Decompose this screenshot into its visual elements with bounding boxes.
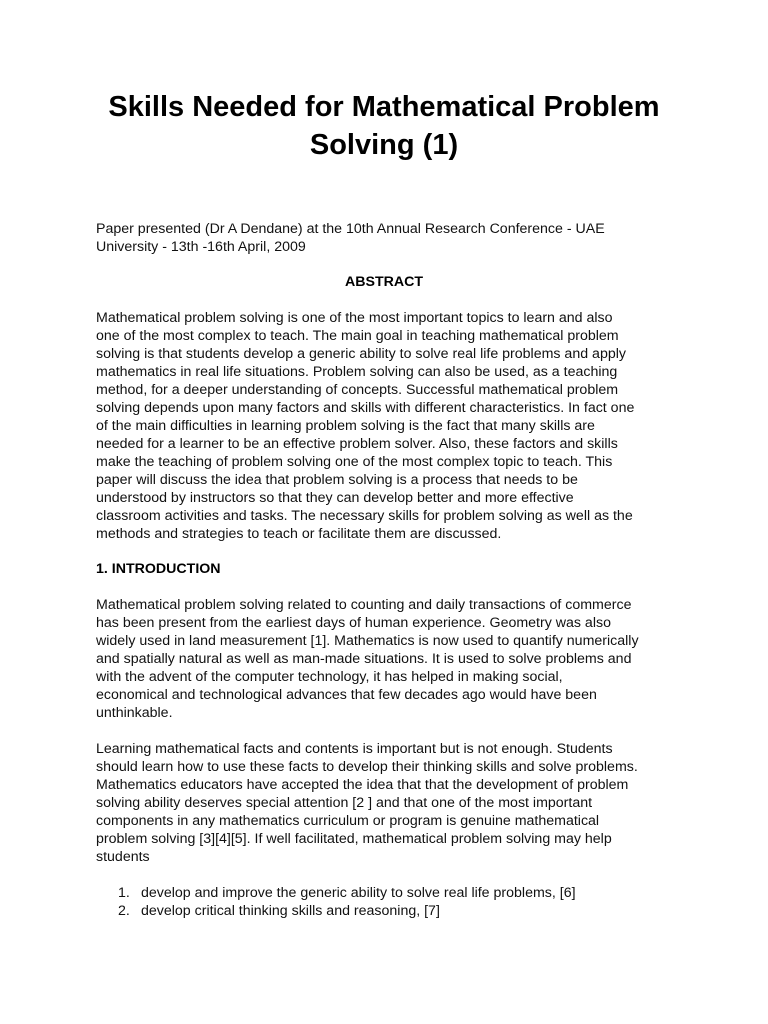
text-line: Mathematical problem solving is one of the most important topics to learn and also bbox=[96, 310, 613, 326]
text-line: mathematics in real life situations. Problem solving can also be used, as a teaching bbox=[96, 364, 618, 380]
text-line: solving is that students develop a generic ability to solve real life problems and apply bbox=[96, 346, 626, 362]
text-line: has been present from the earliest days of human experience. Geometry was also bbox=[96, 615, 611, 631]
list-item bbox=[118, 902, 672, 920]
text-line: students bbox=[96, 849, 150, 865]
abstract-paragraph bbox=[96, 309, 672, 543]
text-line: economical and technological advances that few decades ago would have been bbox=[96, 687, 597, 703]
title-line: Solving (1) bbox=[309, 129, 459, 161]
list-item-text: develop critical thinking skills and reasoning, [7] bbox=[141, 903, 440, 919]
text-line: paper will discuss the idea that problem solving is a process that needs to be bbox=[96, 472, 578, 488]
list-item-number: 1. bbox=[118, 885, 130, 901]
presentation-info bbox=[96, 220, 672, 256]
skills-list bbox=[96, 884, 672, 920]
text-line: components in any mathematics curriculum or program is genuine mathematical bbox=[96, 813, 600, 829]
list-item-number: 2. bbox=[118, 903, 130, 919]
text-line: method, for a deeper understanding of concepts. Successful mathematical problem bbox=[96, 382, 619, 398]
text-line: needed for a learner to be an effective problem solver. Also, these factors and skills bbox=[96, 436, 618, 452]
list-item bbox=[118, 884, 672, 902]
text-line: make the teaching of problem solving one of the most complex topic to teach. This bbox=[96, 454, 613, 470]
introduction-paragraph-2 bbox=[96, 740, 672, 866]
text-line: Mathematical problem solving related to counting and daily transactions of commerce bbox=[96, 597, 632, 613]
list-item-text: develop and improve the generic ability to solve real life problems, [6] bbox=[141, 885, 576, 901]
abstract-heading: ABSTRACT bbox=[344, 274, 424, 290]
introduction-heading: 1. INTRODUCTION bbox=[96, 561, 221, 577]
text-line: understood by instructors so that they can develop better and more effective bbox=[96, 490, 574, 506]
text-line: solving ability deserves special attention [2 ] and that one of the most important bbox=[96, 795, 593, 811]
text-line: Learning mathematical facts and contents is important but is not enough. Students bbox=[96, 741, 613, 757]
text-line: unthinkable. bbox=[96, 705, 173, 721]
introduction-paragraph-1 bbox=[96, 596, 672, 722]
page-title bbox=[96, 88, 672, 164]
text-line: and spatially natural as well as man-made situations. It is used to solve problems and bbox=[96, 651, 632, 667]
text-line: with the advent of the computer technology, it has helped in making social, bbox=[96, 669, 563, 685]
meta-line: Paper presented (Dr A Dendane) at the 10th Annual Research Conference - UAE bbox=[96, 221, 605, 237]
text-line: widely used in land measurement [1]. Mathematics is now used to quantify numerically bbox=[96, 633, 639, 649]
text-line: Mathematics educators have accepted the idea that that the development of problem bbox=[96, 777, 629, 793]
text-line: methods and strategies to teach or facilitate them are discussed. bbox=[96, 526, 502, 542]
text-line: solving depends upon many factors and skills with different characteristics. In fact one bbox=[96, 400, 635, 416]
title-line: Skills Needed for Mathematical Problem bbox=[108, 91, 660, 123]
text-line: one of the most complex to teach. The main goal in teaching mathematical problem bbox=[96, 328, 619, 344]
text-line: should learn how to use these facts to develop their thinking skills and solve problems. bbox=[96, 759, 638, 775]
text-line: of the main difficulties in learning problem solving is the fact that many skills are bbox=[96, 418, 595, 434]
text-line: problem solving [3][4][5]. If well facilitated, mathematical problem solving may help bbox=[96, 831, 612, 847]
meta-line: University - 13th -16th April, 2009 bbox=[96, 239, 306, 255]
text-line: classroom activities and tasks. The necessary skills for problem solving as well as the bbox=[96, 508, 633, 524]
